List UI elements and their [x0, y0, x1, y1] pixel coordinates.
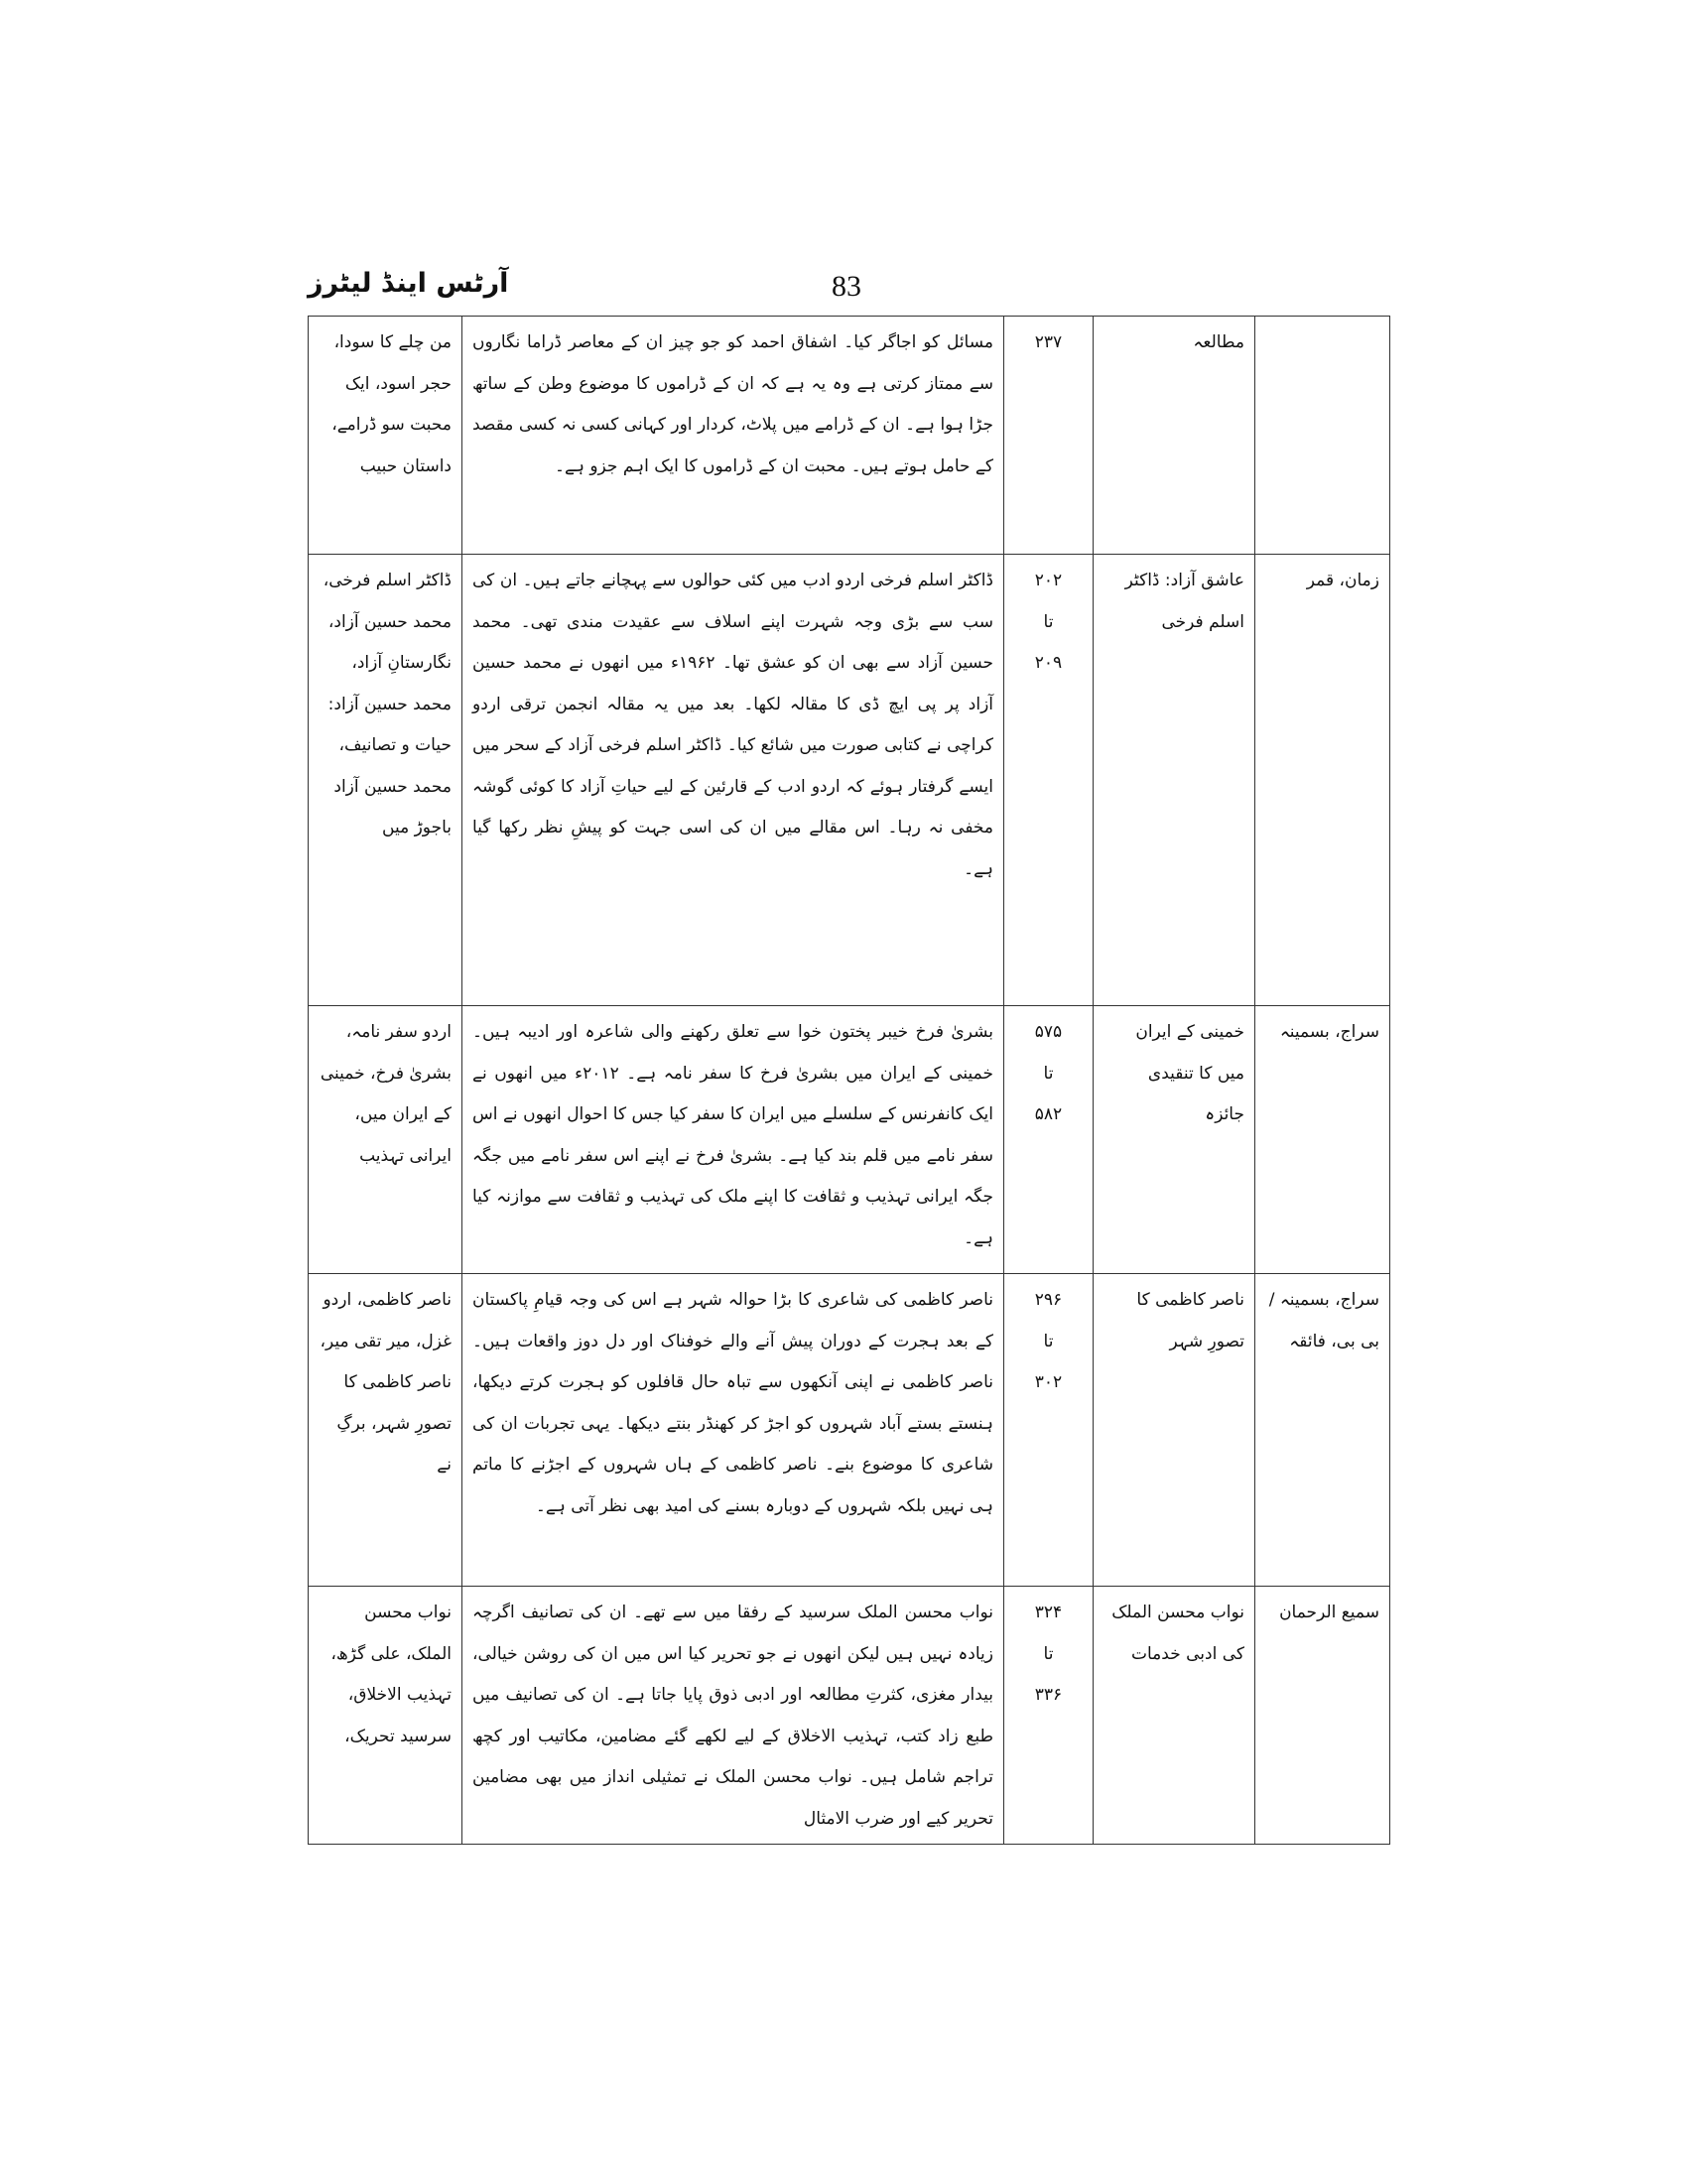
table-row [309, 317, 1390, 555]
page-range-separator: تا [1043, 611, 1054, 632]
page-to: ۵۸۲ [1034, 1104, 1063, 1124]
abstract-cell: مسائل کو اجاگر کیا۔ اشفاق احمد کو جو چیز ان کے معاصر ڈراما نگاروں سے ممتاز کرتی ہے وہ یہ ہے کہ ان کے ڈراموں کا موضوع وطن کے ساتھ جڑا ہوا ہے۔ ان کے ڈرامے میں پلاٹ، کردار اور کہانی کسی نہ کسی مقصد کے حامل ہوتے ہیں۔ محبت ان کے ڈراموں کا ایک اہم جزو ہے۔ [462, 317, 1004, 555]
table-row [309, 1006, 1390, 1274]
page-to: ۲۰۹ [1034, 653, 1063, 673]
page-header [308, 266, 1384, 316]
page-to: ۳۰۲ [1034, 1372, 1063, 1392]
keywords-cell: نواب محسن الملک، علی گڑھ، تہذیب الاخلاق، سرسید تحریک، [309, 1587, 462, 1845]
page-range-cell [1004, 1006, 1094, 1274]
abstract-cell: نواب محسن الملک سرسید کے رفقا میں سے تھے۔ ان کی تصانیف اگرچہ زیادہ نہیں ہیں لیکن انھوں نے جو تحریر کیا اس میں ان کی روشن خیالی، بیدار مغزی، کثرتِ مطالعہ اور ادبی ذوق پایا جاتا ہے۔ ان کی تصانیف میں طبع زاد کتب، تہذیب الاخلاق کے لیے لکھے گئے مضامین، مکاتیب اور کچھ تراجم شامل ہیں۔ نواب محسن الملک نے تمثیلی انداز میں بھی مضامین تحریر کیے اور ضرب الامثال [462, 1587, 1004, 1845]
page-number: 83 [832, 270, 861, 303]
abstract-cell: ناصر کاظمی کی شاعری کا بڑا حوالہ شہر ہے اس کی وجہ قیامِ پاکستان کے بعد ہجرت کے دوران پیش آنے والے خوفناک اور دل دوز واقعات ہیں۔ ناصر کاظمی نے اپنی آنکھوں سے تباہ حال قافلوں کو ہجرت کرتے دیکھا، ہنستے بستے آباد شہروں کو اجڑ کر کھنڈر بنتے دیکھا۔ یہی تجربات ان کی شاعری کا موضوع بنے۔ ناصر کاظمی کے ہاں شہروں کے اجڑنے کا ماتم ہی نہیں بلکہ شہروں کے دوبارہ بسنے کی امید بھی نظر آتی ہے۔ [462, 1274, 1004, 1587]
page-range-separator: تا [1043, 1643, 1054, 1664]
page-from: ۵۷۵ [1034, 1022, 1063, 1042]
article-title-cell: نواب محسن الملک کی ادبی خدمات [1094, 1587, 1255, 1845]
author-cell: سراج، بسمینہ [1255, 1006, 1390, 1274]
article-title-cell: عاشق آزاد: ڈاکٹر اسلم فرخی [1094, 555, 1255, 1006]
page-from: ۲۹۶ [1034, 1290, 1063, 1310]
page-range-cell [1004, 1587, 1094, 1845]
author-cell: سراج، بسمینہ / بی بی، فائقہ [1255, 1274, 1390, 1587]
page-to: ۳۳۶ [1034, 1685, 1063, 1705]
page-range-cell [1004, 555, 1094, 1006]
keywords-cell: ڈاکٹر اسلم فرخی، محمد حسین آزاد، نگارستانِ آزاد، محمد حسین آزاد: حیات و تصانیف، محمد حسین آزاد باجوڑ میں [309, 555, 462, 1006]
abstract-cell: بشریٰ فرخ خیبر پختون خوا سے تعلق رکھنے والی شاعرہ اور ادیبہ ہیں۔ خمینی کے ایران میں بشریٰ فرخ کا سفر نامہ ہے۔ ۲۰۱۲ء میں انھوں نے ایک کانفرنس کے سلسلے میں ایران کا سفر کیا جس کا احوال انھوں نے اس سفر نامے میں قلم بند کیا ہے۔ بشریٰ فرخ نے اپنے اس سفر نامے میں جگہ جگہ ایرانی تہذیب و ثقافت کا اپنے ملک کی تہذیب و ثقافت سے موازنہ کیا ہے۔ [462, 1006, 1004, 1274]
author-cell [1255, 317, 1390, 555]
page-from: ۳۲۴ [1034, 1603, 1063, 1622]
abstract-cell: ڈاکٹر اسلم فرخی اردو ادب میں کئی حوالوں سے پہچانے جاتے ہیں۔ ان کی سب سے بڑی وجہ شہرت اپنے اسلاف سے عقیدت مندی تھی۔ محمد حسین آزاد سے بھی ان کو عشق تھا۔ ۱۹۶۲ء میں انھوں نے محمد حسین آزاد پر پی ایچ ڈی کا مقالہ لکھا۔ بعد میں یہ مقالہ انجمن ترقی اردو کراچی نے کتابی صورت میں شائع کیا۔ ڈاکٹر اسلم فرخی آزاد کے سحر میں ایسے گرفتار ہوئے کہ اردو ادب کے قارئین کے لیے حیاتِ آزاد کا کوئی گوشہ مخفی نہ رہا۔ اس مقالے میں ان کی اسی جہت کو پیشِ نظر رکھا گیا ہے۔ [462, 555, 1004, 1006]
table-row [309, 1587, 1390, 1845]
article-index-table [308, 316, 1390, 1845]
page-from: ۲۰۲ [1034, 571, 1063, 590]
page-range-cell [1004, 317, 1094, 555]
article-title-cell: مطالعہ [1094, 317, 1255, 555]
author-cell: سمیع الرحمان [1255, 1587, 1390, 1845]
page-range-separator: تا [1043, 1063, 1054, 1084]
article-title-cell: خمینی کے ایران میں کا تنقیدی جائزہ [1094, 1006, 1255, 1274]
table-row [309, 555, 1390, 1006]
keywords-cell: اردو سفر نامہ، بشریٰ فرخ، خمینی کے ایران میں، ایرانی تہذیب [309, 1006, 462, 1274]
page-range-cell [1004, 1274, 1094, 1587]
page-from: ۲۳۷ [1034, 332, 1063, 352]
table-row [309, 1274, 1390, 1587]
keywords-cell: ناصر کاظمی، اردو غزل، میر تقی میر، ناصر کاظمی کا تصورِ شہر، برگِ نے [309, 1274, 462, 1587]
article-title-cell: ناصر کاظمی کا تصورِ شہر [1094, 1274, 1255, 1587]
page-range-separator: تا [1043, 1331, 1054, 1351]
keywords-cell: من چلے کا سودا، حجر اسود، ایک محبت سو ڈرامے، داستان حبیب [309, 317, 462, 555]
author-cell: زمان، قمر [1255, 555, 1390, 1006]
journal-title: آرٹس اینڈ لیٹرز [308, 268, 509, 299]
